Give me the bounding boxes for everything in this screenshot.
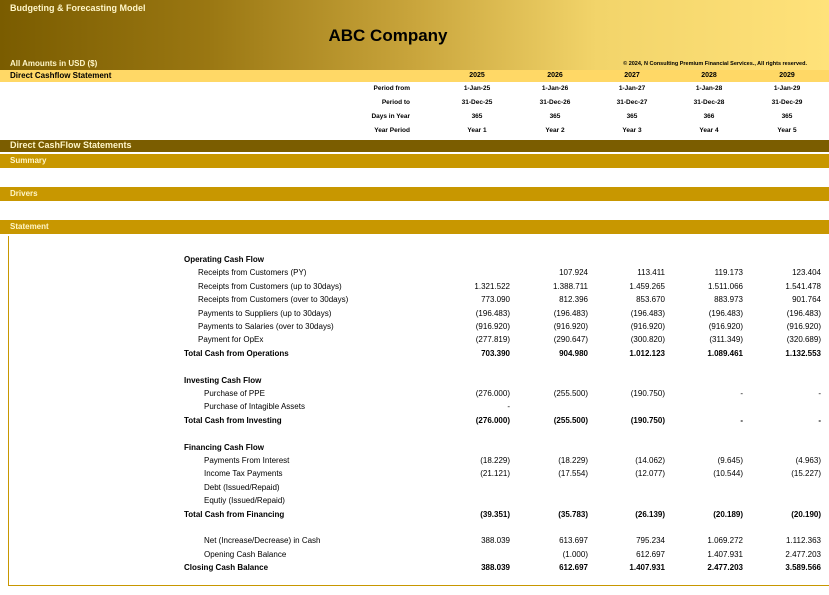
period-cell[interactable]: 31-Dec-29 <box>771 99 803 106</box>
period-cell[interactable]: Year 1 <box>467 127 487 134</box>
value-cell[interactable]: - <box>818 389 821 398</box>
period-row <box>0 84 829 95</box>
period-cell[interactable]: Year 5 <box>777 127 797 134</box>
table-row <box>0 281 829 294</box>
title-banner <box>0 0 829 70</box>
value-cell[interactable]: 2.477.203 <box>707 563 743 573</box>
year-header[interactable]: 2028 <box>701 72 717 79</box>
table-row <box>0 308 829 321</box>
value-cell[interactable]: 853.670 <box>636 295 665 305</box>
value-cell[interactable]: (4.963) <box>795 456 821 465</box>
value-cell[interactable]: (196.483) <box>786 308 821 318</box>
row-label: Closing Cash Balance <box>184 563 269 573</box>
period-cell[interactable]: 1-Jan-28 <box>695 85 723 92</box>
table-row <box>0 334 829 347</box>
value-cell[interactable]: 1.388.711 <box>553 281 588 291</box>
value-cell[interactable]: 1.132.553 <box>785 348 821 358</box>
value-cell[interactable]: 904.980 <box>559 348 588 358</box>
value-cell[interactable]: 812.396 <box>559 295 588 305</box>
period-row <box>0 98 829 109</box>
period-cell[interactable]: 31-Dec-25 <box>461 99 493 106</box>
value-cell[interactable]: (311.349) <box>709 335 743 345</box>
statement-header-title: Direct Cashflow Statement <box>10 71 112 80</box>
value-cell[interactable]: 1.069.272 <box>707 536 743 546</box>
period-row <box>0 126 829 137</box>
value-cell[interactable]: (12.077) <box>635 469 665 479</box>
period-cell[interactable]: 1-Jan-27 <box>618 85 646 92</box>
row-label: Receipts from Customers (over to 30days) <box>198 295 349 305</box>
year-header[interactable]: 2025 <box>469 72 485 79</box>
period-cell[interactable]: 31-Dec-28 <box>693 99 725 106</box>
value-cell[interactable]: (20.189) <box>713 509 743 519</box>
table-row <box>0 562 829 575</box>
value-cell[interactable]: 773.090 <box>481 295 510 305</box>
value-cell[interactable]: (26.139) <box>635 509 665 519</box>
period-cell[interactable]: 31-Dec-27 <box>616 99 648 106</box>
value-cell[interactable]: (196.483) <box>630 308 665 318</box>
value-cell[interactable]: 703.390 <box>481 348 510 358</box>
value-cell[interactable]: (18.229) <box>480 456 510 465</box>
section-summary[interactable]: Summary <box>0 154 829 168</box>
value-cell[interactable]: 613.697 <box>559 536 588 546</box>
year-header[interactable]: 2027 <box>624 72 640 79</box>
main-section-title: Direct CashFlow Statements <box>0 140 829 152</box>
period-cell[interactable]: 365 <box>471 113 483 120</box>
period-cell[interactable]: 1-Jan-25 <box>463 85 491 92</box>
value-cell[interactable]: (916.920) <box>630 322 665 331</box>
period-cell[interactable]: 365 <box>626 113 638 120</box>
copyright-note: © 2024, N Consulting Premium Financial Services., All rights reserved. <box>623 61 807 67</box>
row-label: Total Cash from Operations <box>184 348 289 358</box>
period-cell[interactable]: Year 3 <box>622 127 642 134</box>
value-cell[interactable]: 119.173 <box>714 268 743 278</box>
value-cell[interactable]: 1.459.265 <box>629 281 665 291</box>
row-label: Debt (Issued/Repaid) <box>204 482 280 492</box>
value-cell[interactable]: 388.039 <box>481 563 510 573</box>
table-row <box>0 401 829 414</box>
value-cell[interactable]: 1.511.066 <box>708 281 743 291</box>
value-cell[interactable]: (255.500) <box>553 415 588 425</box>
table-row <box>0 549 829 562</box>
table-row <box>0 375 829 388</box>
value-cell[interactable]: (277.819) <box>475 335 510 345</box>
value-cell[interactable]: (9.645) <box>717 456 743 465</box>
value-cell[interactable]: (196.483) <box>475 308 510 318</box>
period-cell[interactable]: Year 2 <box>545 127 565 134</box>
value-cell[interactable]: (276.000) <box>475 389 510 398</box>
value-cell[interactable]: (39.351) <box>480 509 510 519</box>
value-cell[interactable]: (20.190) <box>791 509 821 519</box>
value-cell[interactable]: (916.920) <box>786 322 821 331</box>
row-label: Operating Cash Flow <box>184 255 265 264</box>
value-cell[interactable]: 113.411 <box>637 268 665 278</box>
value-cell[interactable]: 123.404 <box>792 268 821 278</box>
row-label: Total Cash from Investing <box>184 415 282 425</box>
value-cell[interactable]: 795.234 <box>636 536 665 546</box>
period-cell[interactable]: 1-Jan-26 <box>541 85 569 92</box>
value-cell[interactable]: (196.483) <box>553 308 588 318</box>
value-cell[interactable]: 1.321.522 <box>474 281 510 291</box>
year-header[interactable]: 2026 <box>547 72 563 79</box>
value-cell[interactable]: (17.554) <box>558 469 588 479</box>
table-row <box>0 415 829 428</box>
row-label: Payments to Suppliers (up to 30days) <box>198 308 332 318</box>
row-label: Payments to Salaries (over to 30days) <box>198 322 334 331</box>
period-label: Days in Year <box>371 113 410 120</box>
table-row <box>0 442 829 455</box>
value-cell[interactable]: 1.089.461 <box>707 348 743 358</box>
row-label: Equtiy (Issued/Repaid) <box>204 496 285 506</box>
row-label: Investing Cash Flow <box>184 375 262 385</box>
table-row <box>0 455 829 468</box>
value-cell[interactable]: (190.750) <box>630 389 665 398</box>
value-cell[interactable]: (15.227) <box>791 469 821 479</box>
section-statement[interactable]: Statement <box>0 220 829 234</box>
period-row <box>0 112 829 123</box>
table-row <box>0 254 829 267</box>
value-cell[interactable]: - <box>740 415 743 425</box>
value-cell[interactable]: 107.924 <box>559 268 588 278</box>
period-cell[interactable]: Year 4 <box>699 127 719 134</box>
period-label: Year Period <box>374 127 410 134</box>
value-cell[interactable]: (18.229) <box>558 456 588 465</box>
spacer-row <box>0 428 829 441</box>
period-block <box>0 82 829 140</box>
value-cell[interactable]: (276.000) <box>475 415 510 425</box>
value-cell[interactable]: 1.407.931 <box>629 563 665 573</box>
table-row <box>0 388 829 401</box>
table-row <box>0 509 829 522</box>
value-cell[interactable]: (196.483) <box>708 308 743 318</box>
table-row <box>0 294 829 307</box>
table-row <box>0 321 829 334</box>
value-cell[interactable]: 901.764 <box>792 295 821 305</box>
value-cell[interactable]: 612.697 <box>559 563 588 573</box>
table-row <box>0 468 829 481</box>
value-cell[interactable]: 1.407.931 <box>707 549 743 559</box>
value-cell[interactable]: (300.820) <box>630 335 665 345</box>
value-cell[interactable]: - <box>740 389 743 398</box>
spacer-row <box>0 522 829 535</box>
value-cell[interactable]: 1.012.123 <box>629 348 665 358</box>
model-title: Budgeting & Forecasting Model <box>10 3 146 13</box>
value-cell[interactable]: (190.750) <box>630 415 665 425</box>
value-cell[interactable]: 1.541.478 <box>785 281 821 291</box>
value-cell[interactable]: (916.920) <box>708 322 743 331</box>
value-cell[interactable]: (21.121) <box>480 469 510 479</box>
value-cell[interactable]: (320.689) <box>786 335 821 345</box>
row-label: Financing Cash Flow <box>184 442 265 452</box>
period-cell[interactable]: 365 <box>549 113 561 120</box>
row-label: Receipts from Customers (PY) <box>198 268 307 278</box>
row-label: Income Tax Payments <box>204 469 283 479</box>
row-label: Payments From Interest <box>204 456 290 465</box>
value-cell[interactable]: (255.500) <box>553 389 588 398</box>
table-row <box>0 348 829 361</box>
company-name: ABC Company <box>328 26 448 45</box>
row-label: Opening Cash Balance <box>204 549 287 559</box>
value-cell[interactable]: 2.477.203 <box>785 549 821 559</box>
section-drivers[interactable]: Drivers <box>0 187 829 201</box>
period-cell[interactable]: 365 <box>781 113 793 120</box>
value-cell[interactable]: 883.973 <box>714 295 743 305</box>
year-header[interactable]: 2029 <box>779 72 795 79</box>
value-cell[interactable]: 3.589.566 <box>785 563 821 573</box>
table-row <box>0 535 829 548</box>
table-row <box>0 495 829 508</box>
value-cell[interactable]: (916.920) <box>475 322 510 331</box>
period-label: Period to <box>381 99 410 106</box>
statement-header-bar <box>0 70 829 82</box>
value-cell[interactable]: 1.112.363 <box>786 536 821 546</box>
row-label: Receipts from Customers (up to 30days) <box>198 281 342 291</box>
value-cell[interactable]: (10.544) <box>713 469 743 479</box>
value-cell[interactable]: (916.920) <box>553 322 588 331</box>
period-cell[interactable]: 31-Dec-26 <box>539 99 571 106</box>
row-label: Purchase of PPE <box>204 389 265 398</box>
spacer-row <box>0 361 829 374</box>
value-cell[interactable]: (290.647) <box>553 335 588 345</box>
amounts-note: All Amounts in USD ($) <box>10 59 98 68</box>
value-cell[interactable]: - <box>507 402 510 412</box>
row-label: Payment for OpEx <box>198 335 264 345</box>
row-label: Purchase of Intagible Assets <box>204 402 305 412</box>
value-cell[interactable]: 388.039 <box>481 536 510 546</box>
row-label: Net (Increase/Decrease) in Cash <box>204 536 321 546</box>
value-cell[interactable]: (14.062) <box>635 456 665 465</box>
value-cell[interactable]: - <box>818 415 821 425</box>
row-label: Total Cash from Financing <box>184 509 285 519</box>
table-row <box>0 482 829 495</box>
period-label: Period from <box>373 85 410 92</box>
value-cell[interactable]: (1.000) <box>562 549 588 559</box>
value-cell[interactable]: 612.697 <box>636 549 665 559</box>
period-cell[interactable]: 366 <box>703 113 715 120</box>
period-cell[interactable]: 1-Jan-29 <box>773 85 801 92</box>
table-row <box>0 267 829 280</box>
value-cell[interactable]: (35.783) <box>558 509 588 519</box>
